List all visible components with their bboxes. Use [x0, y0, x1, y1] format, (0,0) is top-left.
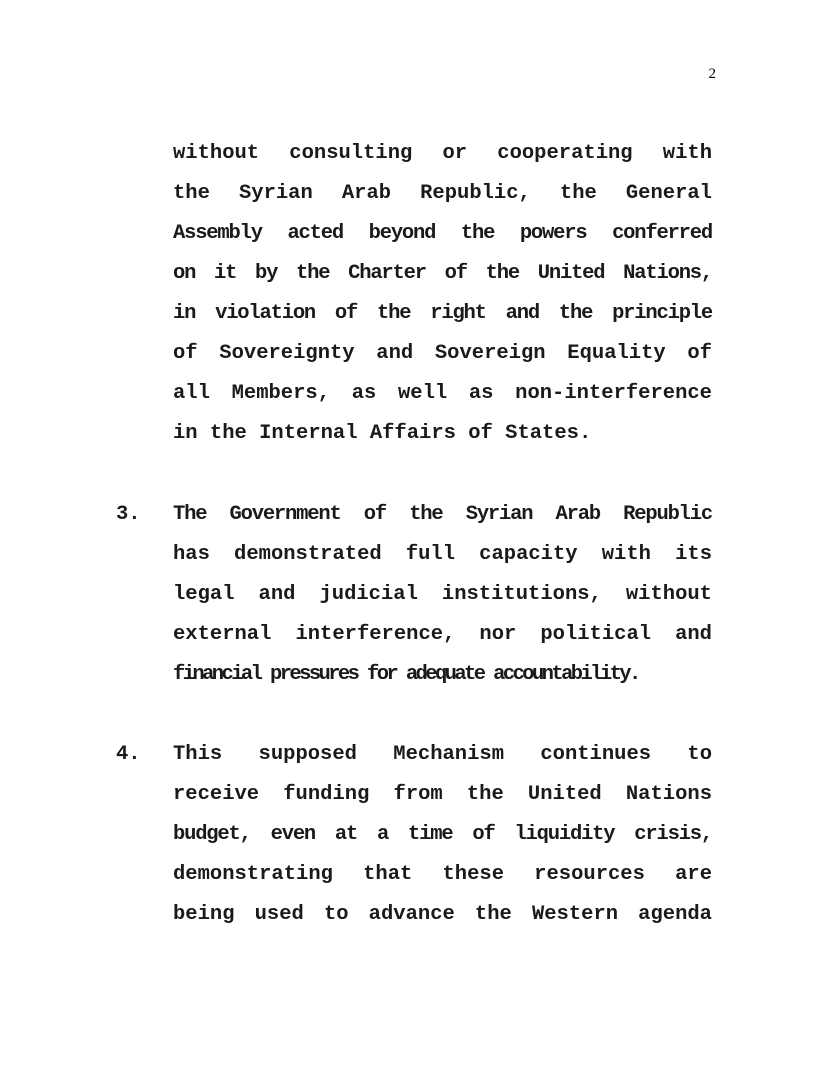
text-line: the Syrian Arab Republic, the General	[173, 182, 712, 205]
text-line: demonstrating that these resources are	[173, 863, 712, 886]
paragraph-number: 3.	[116, 503, 141, 526]
text-line: on it by the Charter of the United Nations,	[173, 262, 712, 285]
page-number: 2	[708, 66, 716, 82]
text-line: external interference, nor political and	[173, 623, 712, 646]
text-line: The Government of the Syrian Arab Republic	[173, 503, 712, 526]
text-line: Assembly acted beyond the powers conferred	[173, 222, 712, 245]
text-line: financial pressures for adequate accountability.	[173, 663, 639, 686]
paragraph-continuation	[173, 134, 712, 454]
text-line: being used to advance the Western agenda	[173, 903, 712, 926]
text-line: all Members, as well as non-interference	[173, 382, 712, 405]
paragraph-4	[173, 735, 712, 935]
text-line: in the Internal Affairs of States.	[173, 422, 592, 445]
text-line: legal and judicial institutions, without	[173, 583, 712, 606]
text-line: budget, even at a time of liquidity crisis,	[173, 823, 712, 846]
paragraph-number: 4.	[116, 743, 141, 766]
text-line: This supposed Mechanism continues to	[173, 743, 712, 766]
paragraph-3	[173, 495, 712, 695]
text-line: of Sovereignty and Sovereign Equality of	[173, 342, 712, 365]
text-line: in violation of the right and the principle	[173, 302, 712, 325]
text-line: without consulting or cooperating with	[173, 142, 712, 165]
text-line: receive funding from the United Nations	[173, 783, 712, 806]
text-line: has demonstrated full capacity with its	[173, 543, 712, 566]
